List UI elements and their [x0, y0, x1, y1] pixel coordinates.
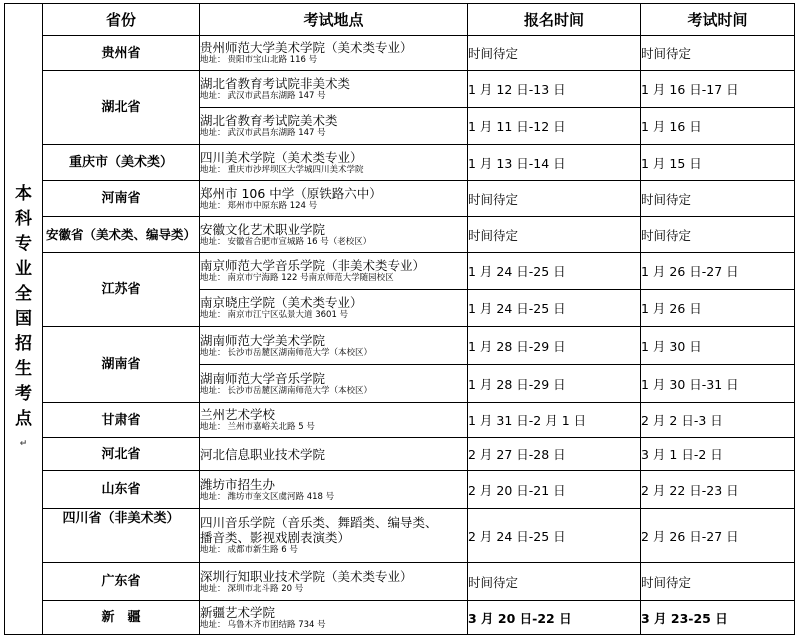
exam-date: 3 月 1 日-2 日: [641, 438, 795, 471]
exam-date: 时间待定: [641, 181, 795, 217]
header-register: 报名时间: [468, 4, 641, 36]
table-row: [5, 253, 795, 290]
exam-date: 时间待定: [641, 217, 795, 253]
register-date: 1 月 28 日-29 日: [468, 365, 641, 403]
location-cell: [200, 253, 468, 290]
location-address: 地址： 武汉市武昌东湖路 147 号: [200, 91, 326, 101]
location-name: 深圳行知职业技术学院（美术类专业）: [200, 568, 413, 584]
register-date: 2 月 24 日-25 日: [468, 509, 641, 563]
province-cell: 山东省: [43, 471, 200, 509]
location-name-line2: 播音类、影视戏剧表演类）: [200, 530, 351, 545]
table-row: [5, 36, 795, 71]
location-address: 地址： 兰州市嘉峪关北路 5 号: [200, 422, 315, 432]
register-date: 1 月 13 日-14 日: [468, 145, 641, 181]
location-name: 湖北省教育考试院非美术类: [200, 76, 351, 91]
exam-date: 1 月 16 日: [641, 108, 795, 145]
exam-date: 2 月 26 日-27 日: [641, 509, 795, 563]
location-name: 郑州市 106 中学（原铁路六中）: [200, 185, 382, 201]
location-name: 南京晓庄学院（美术类专业）: [200, 295, 363, 310]
province-cell: 新 疆: [43, 601, 200, 635]
exam-date: 1 月 15 日: [641, 145, 795, 181]
location-name: 潍坊市招生办: [200, 476, 276, 492]
location-address: 地址： 潍坊市奎文区虞河路 418 号: [200, 491, 335, 502]
location-address: 地址： 乌鲁木齐市团结路 734 号: [200, 619, 326, 630]
exam-date: 2 月 22 日-23 日: [641, 471, 795, 509]
location-address: 地址： 重庆市沙坪坝区大学城四川美术学院: [200, 164, 364, 175]
province-cell: 四川省（非美术类）: [43, 509, 200, 563]
location-address: 地址： 郑州市中原东路 124 号: [200, 200, 318, 211]
location-cell: [200, 36, 468, 71]
exam-date: 1 月 30 日-31 日: [641, 365, 795, 403]
location-name: 湖南师范大学美术学院: [200, 332, 326, 348]
header-location: 考试地点: [200, 4, 468, 36]
register-date: 时间待定: [468, 563, 641, 601]
side-char: 本: [15, 183, 32, 204]
location-cell: [200, 327, 468, 365]
location-cell: [200, 601, 468, 635]
province-cell: 江苏省: [43, 253, 200, 327]
register-date: 2 月 27 日-28 日: [468, 438, 641, 471]
table-row: [5, 403, 795, 438]
exam-date: 1 月 16 日-17 日: [641, 71, 795, 108]
location-cell: [200, 365, 468, 403]
location-name: 南京师范大学音乐学院（非美术类专业）: [200, 258, 426, 273]
side-char: 国: [15, 308, 32, 329]
location-address: 地址： 南京市宁海路 122 号南京师范大学随园校区: [200, 273, 394, 283]
location-name: 新疆艺术学院: [200, 604, 276, 620]
province-cell: 甘肃省: [43, 403, 200, 438]
register-date: 1 月 31 日-2 月 1 日: [468, 403, 641, 438]
province-cell: 河南省: [43, 181, 200, 217]
exam-schedule-table: [4, 3, 795, 635]
location-name: 安徽文化艺术职业学院: [200, 221, 326, 237]
side-char: 生: [15, 358, 32, 379]
location-address: 地址： 长沙市岳麓区湖南师范大学（本校区）: [200, 385, 373, 396]
exam-date: 2 月 2 日-3 日: [641, 403, 795, 438]
table-row: [5, 563, 795, 601]
register-date: 3 月 20 日-22 日: [468, 601, 641, 635]
exam-date: 3 月 23-25 日: [641, 601, 795, 635]
table-row: [5, 471, 795, 509]
header-row: [5, 4, 795, 36]
table-row: [5, 217, 795, 253]
location-name: 四川美术学院（美术类专业）: [200, 149, 363, 165]
location-name: 贵州师范大学美术学院（美术类专业）: [200, 40, 413, 55]
location-cell: [200, 438, 468, 471]
location-cell: [200, 217, 468, 253]
register-date: 1 月 28 日-29 日: [468, 327, 641, 365]
location-cell: [200, 509, 468, 563]
location-cell: [200, 563, 468, 601]
table-row: [5, 601, 795, 635]
table-row: [5, 509, 795, 563]
exam-date: 1 月 26 日: [641, 290, 795, 327]
header-province: 省份: [43, 4, 200, 36]
location-address: 地址： 贵阳市宝山北路 116 号: [200, 55, 318, 65]
province-cell: 湖南省: [43, 327, 200, 403]
province-cell: 广东省: [43, 563, 200, 601]
province-cell: 贵州省: [43, 36, 200, 71]
table-row: [5, 145, 795, 181]
header-exam: 考试时间: [641, 4, 795, 36]
register-date: 时间待定: [468, 217, 641, 253]
location-cell: [200, 108, 468, 145]
province-cell: 重庆市（美术类）: [43, 145, 200, 181]
province-cell: 湖北省: [43, 71, 200, 145]
location-cell: [200, 403, 468, 438]
location-address: 地址： 深圳市北斗路 20 号: [200, 583, 304, 594]
location-name: 湖北省教育考试院美术类: [200, 113, 338, 128]
side-char: 业: [15, 258, 32, 279]
location-cell: [200, 290, 468, 327]
location-cell: [200, 471, 468, 509]
side-char: 全: [15, 283, 32, 304]
table-row: [5, 327, 795, 365]
province-cell: 安徽省（美术类、编导类）: [43, 217, 200, 253]
location-address: 地址： 长沙市岳麓区湖南师范大学（本校区）: [200, 347, 373, 358]
side-char: 招: [15, 333, 32, 354]
exam-date: 1 月 30 日: [641, 327, 795, 365]
location-name: 四川音乐学院（音乐类、舞蹈类、编导类、: [200, 515, 438, 530]
table-row: [5, 71, 795, 108]
side-char: 专: [15, 233, 32, 254]
paragraph-mark: ↵: [19, 438, 28, 449]
register-date: 1 月 11 日-12 日: [468, 108, 641, 145]
province-cell: 河北省: [43, 438, 200, 471]
register-date: 1 月 24 日-25 日: [468, 290, 641, 327]
register-date: 2 月 20 日-21 日: [468, 471, 641, 509]
side-label: [5, 4, 43, 635]
side-char: 点: [15, 408, 32, 429]
location-cell: [200, 71, 468, 108]
side-char: 科: [15, 208, 32, 229]
register-date: 时间待定: [468, 181, 641, 217]
location-name: 湖南师范大学音乐学院: [200, 370, 326, 386]
exam-date: 1 月 26 日-27 日: [641, 253, 795, 290]
location-name: 河北信息职业技术学院: [200, 446, 326, 462]
location-cell: [200, 181, 468, 217]
table-row: [5, 181, 795, 217]
location-address: 地址： 成都市新生路 6 号: [200, 545, 298, 555]
exam-date: 时间待定: [641, 563, 795, 601]
location-name: 兰州艺术学校: [200, 407, 276, 422]
register-date: 1 月 24 日-25 日: [468, 253, 641, 290]
register-date: 时间待定: [468, 36, 641, 71]
location-address: 地址： 武汉市武昌东湖路 147 号: [200, 128, 326, 138]
location-address: 地址： 南京市江宁区弘景大道 3601 号: [200, 310, 349, 320]
side-char: 考: [15, 383, 32, 404]
location-address: 地址： 安徽省合肥市宣城路 16 号（老校区）: [200, 236, 372, 247]
exam-date: 时间待定: [641, 36, 795, 71]
location-cell: [200, 145, 468, 181]
table-row: [5, 438, 795, 471]
register-date: 1 月 12 日-13 日: [468, 71, 641, 108]
